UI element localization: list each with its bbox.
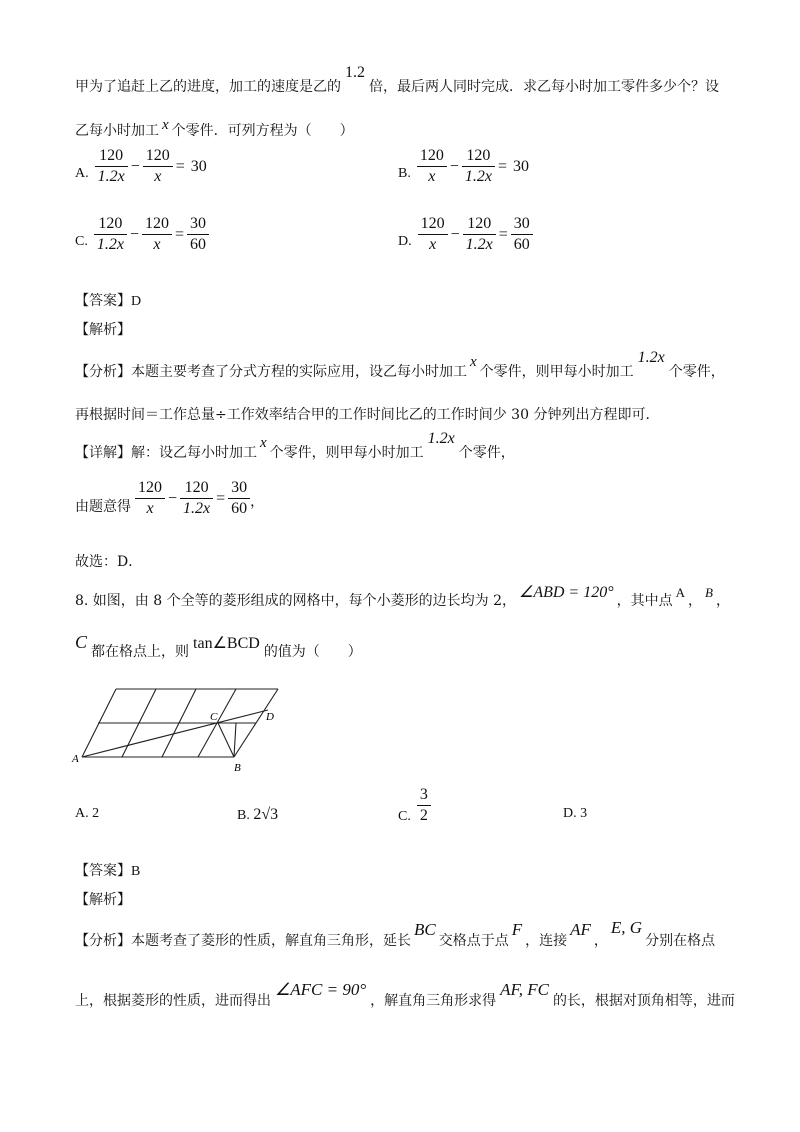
q7-fenxi-line2: 再根据时间＝工作总量÷工作效率结合甲的工作时间比乙的工作时间少 30 分钟列出方程即可． [75,407,660,423]
q7-line2: 乙每小时加工 x 个零件．可列方程为（ ） [75,117,354,139]
q8-fenxi-line2: 上，根据菱形的性质，进而得出∠AFC = 90°，解直角三角形求得AF, FC的长，根据对顶角相等，进而 [75,980,735,1009]
q7-xiangjie-line1: 【详解】解：设乙每小时加工x个零件，则甲每小时加工1.2x个零件， [75,430,515,461]
label-d: D [266,711,274,723]
q7-option-b[interactable]: B. $\frac{120}{x}$ − $\frac{120}{1.2x}$ = 30 [398,147,530,185]
q7-equation: 由题意得 $\frac{120}{x}$ − $\frac{120}{1.2x}$ = $\frac{30}{60}$ ， [75,479,265,517]
label-b: B [234,762,241,774]
q8-option-a[interactable]: A. 2 [75,806,100,821]
q8-option-d[interactable]: D. 3 [563,806,588,821]
q8-option-c[interactable]: C. $\frac{3}{2}$ [398,785,431,826]
rhombus-grid-figure [70,680,300,780]
q7-option-d[interactable]: D. $\frac{120}{x}$ − $\frac{120}{1.2x}$ = $\frac{30}{60}$ [398,214,533,255]
q8-line1: 8. 如图，由 8 个全等的菱形组成的网格中，每个小菱形的边长均为 2， ∠ABD = 120° ，其中点A，B， [75,584,730,609]
q7-option-c[interactable]: C. $\frac{120}{1.2x}$ − $\frac{120}{x}$ = $\frac{30}{60}$ [75,214,209,255]
label-c: C [210,711,218,723]
q7-option-a[interactable]: A. $\frac{120}{1.2x}$ − $\frac{120}{x}$ = 30 [75,147,207,185]
q7-line1: 甲为了追赶上乙的进度，加工的速度是乙的1.2倍，最后两人同时完成．求乙每小时加工零件多少个？设 [75,64,719,95]
angle-abd: ∠ABD = 120° [518,584,614,601]
label-a: A [72,753,79,765]
speed-ratio: 1.2 [345,64,365,81]
q7-answer: 【答案】D [75,293,142,309]
q7-choose: 故选：D． [75,554,143,570]
q8-answer: 【答案】B [75,863,141,879]
q8-line2: C 都在格点上，则 tan∠BCD 的值为（ ） [75,632,362,660]
q7-analysis-tag: 【解析】 [75,322,131,338]
q8-analysis-tag: 【解析】 [75,892,131,908]
q8-fenxi-line1: 【分析】本题考查了菱形的性质，解直角三角形，延长BC交格点于点F，连接AF，E, G分别在格点 [75,918,716,949]
q8-option-b[interactable]: B. 2√3 [237,806,279,823]
q7-fenxi-line1: 【分析】本题主要考查了分式方程的实际应用，设乙每小时加工x个零件，则甲每小时加工1.2x个零件， [75,349,725,380]
